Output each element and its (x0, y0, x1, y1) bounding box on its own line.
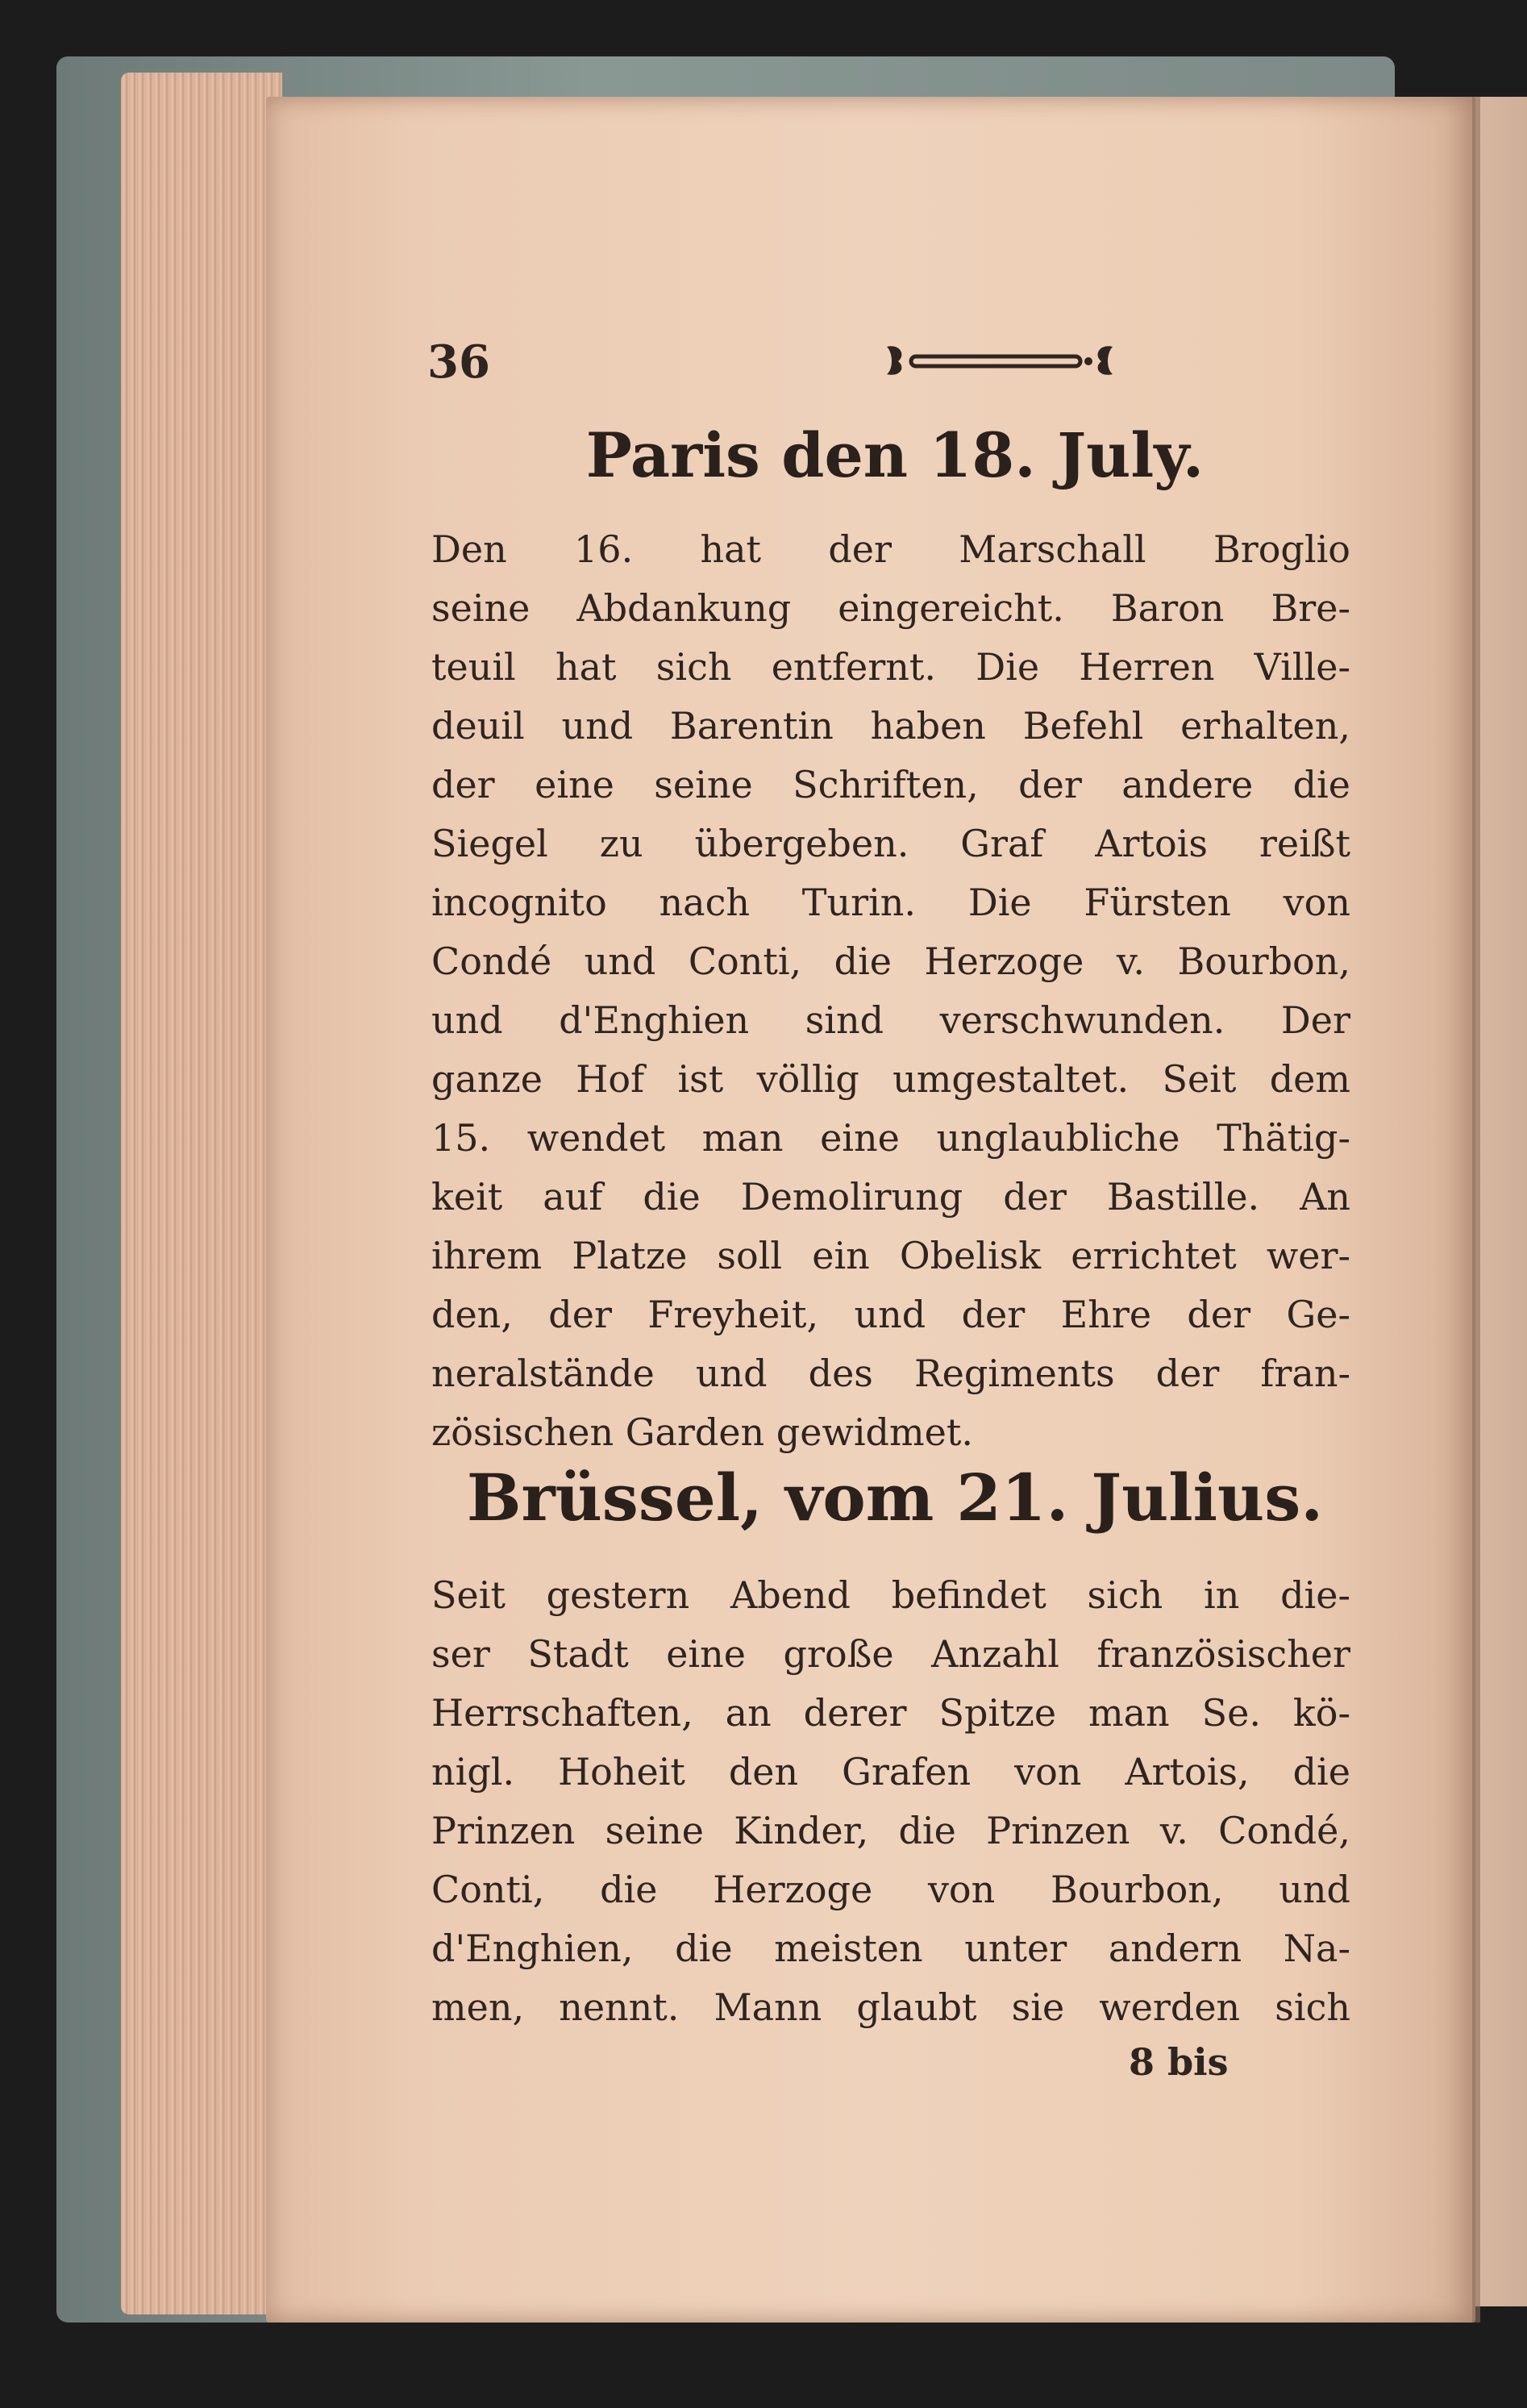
text-line: incognito nach Turin. Die Fürsten von (431, 881, 1350, 924)
text-line: 15. wendet man eine unglaubliche Thätig- (431, 1116, 1350, 1160)
running-head (427, 331, 1363, 395)
text-line: ihrem Platze soll ein Obelisk errichtet wer- (431, 1234, 1350, 1277)
page-text (266, 97, 1475, 2323)
section-body-bruessel (431, 1566, 1350, 2037)
text-line: Conti, die Herzoge von Bourbon, und (431, 1868, 1350, 1911)
catchword: 8 bis (1129, 2040, 1229, 2084)
text-line: der eine seine Schriften, der andere die (431, 763, 1350, 806)
text-line: den, der Freyheit, und der Ehre der Ge- (431, 1293, 1350, 1336)
text-line: d'Enghien, die meisten unter andern Na- (431, 1927, 1350, 1970)
page-number: 36 (427, 335, 490, 389)
text-line: Condé und Conti, die Herzoge v. Bourbon, (431, 939, 1350, 983)
text-line: nigl. Hoheit den Grafen von Artois, die (431, 1750, 1350, 1794)
text-line: neralstände und des Regiments der fran- (431, 1352, 1350, 1395)
text-line: seine Abdankung eingereicht. Baron Bre- (431, 586, 1350, 630)
page-edges (121, 73, 282, 2314)
printer-ornament-icon (871, 340, 1129, 381)
section-title-paris: Paris den 18. July. (585, 419, 1205, 491)
text-line: men, nennt. Mann glaubt sie werden sich (431, 1985, 1350, 2029)
text-line: Herrschaften, an derer Spitze man Se. kö- (431, 1691, 1350, 1735)
text-line: deuil und Barentin haben Befehl erhalten, (431, 704, 1350, 748)
section-body-paris (431, 520, 1350, 1462)
text-line: keit auf die Demolirung der Bastille. An (431, 1175, 1350, 1219)
text-line: teuil hat sich entfernt. Die Herren Ville- (431, 645, 1350, 689)
text-line: Prinzen seine Kinder, die Prinzen v. Condé, (431, 1809, 1350, 1852)
text-line: Seit gestern Abend befindet sich in die- (431, 1573, 1350, 1617)
text-line: ser Stadt eine große Anzahl französischer (431, 1632, 1350, 1676)
text-line: Den 16. hat der Marschall Broglio (431, 527, 1350, 571)
text-line: ganze Hof ist völlig umgestaltet. Seit dem (431, 1057, 1350, 1101)
text-line: zösischen Garden gewidmet. (431, 1410, 973, 1454)
page-gutter (1472, 97, 1480, 2323)
book-page (266, 97, 1475, 2323)
text-line: und d'Enghien sind verschwunden. Der (431, 998, 1350, 1042)
text-line: Siegel zu übergeben. Graf Artois reißt (431, 822, 1350, 865)
section-title-bruessel: Brüssel, vom 21. Julius. (466, 1460, 1324, 1535)
